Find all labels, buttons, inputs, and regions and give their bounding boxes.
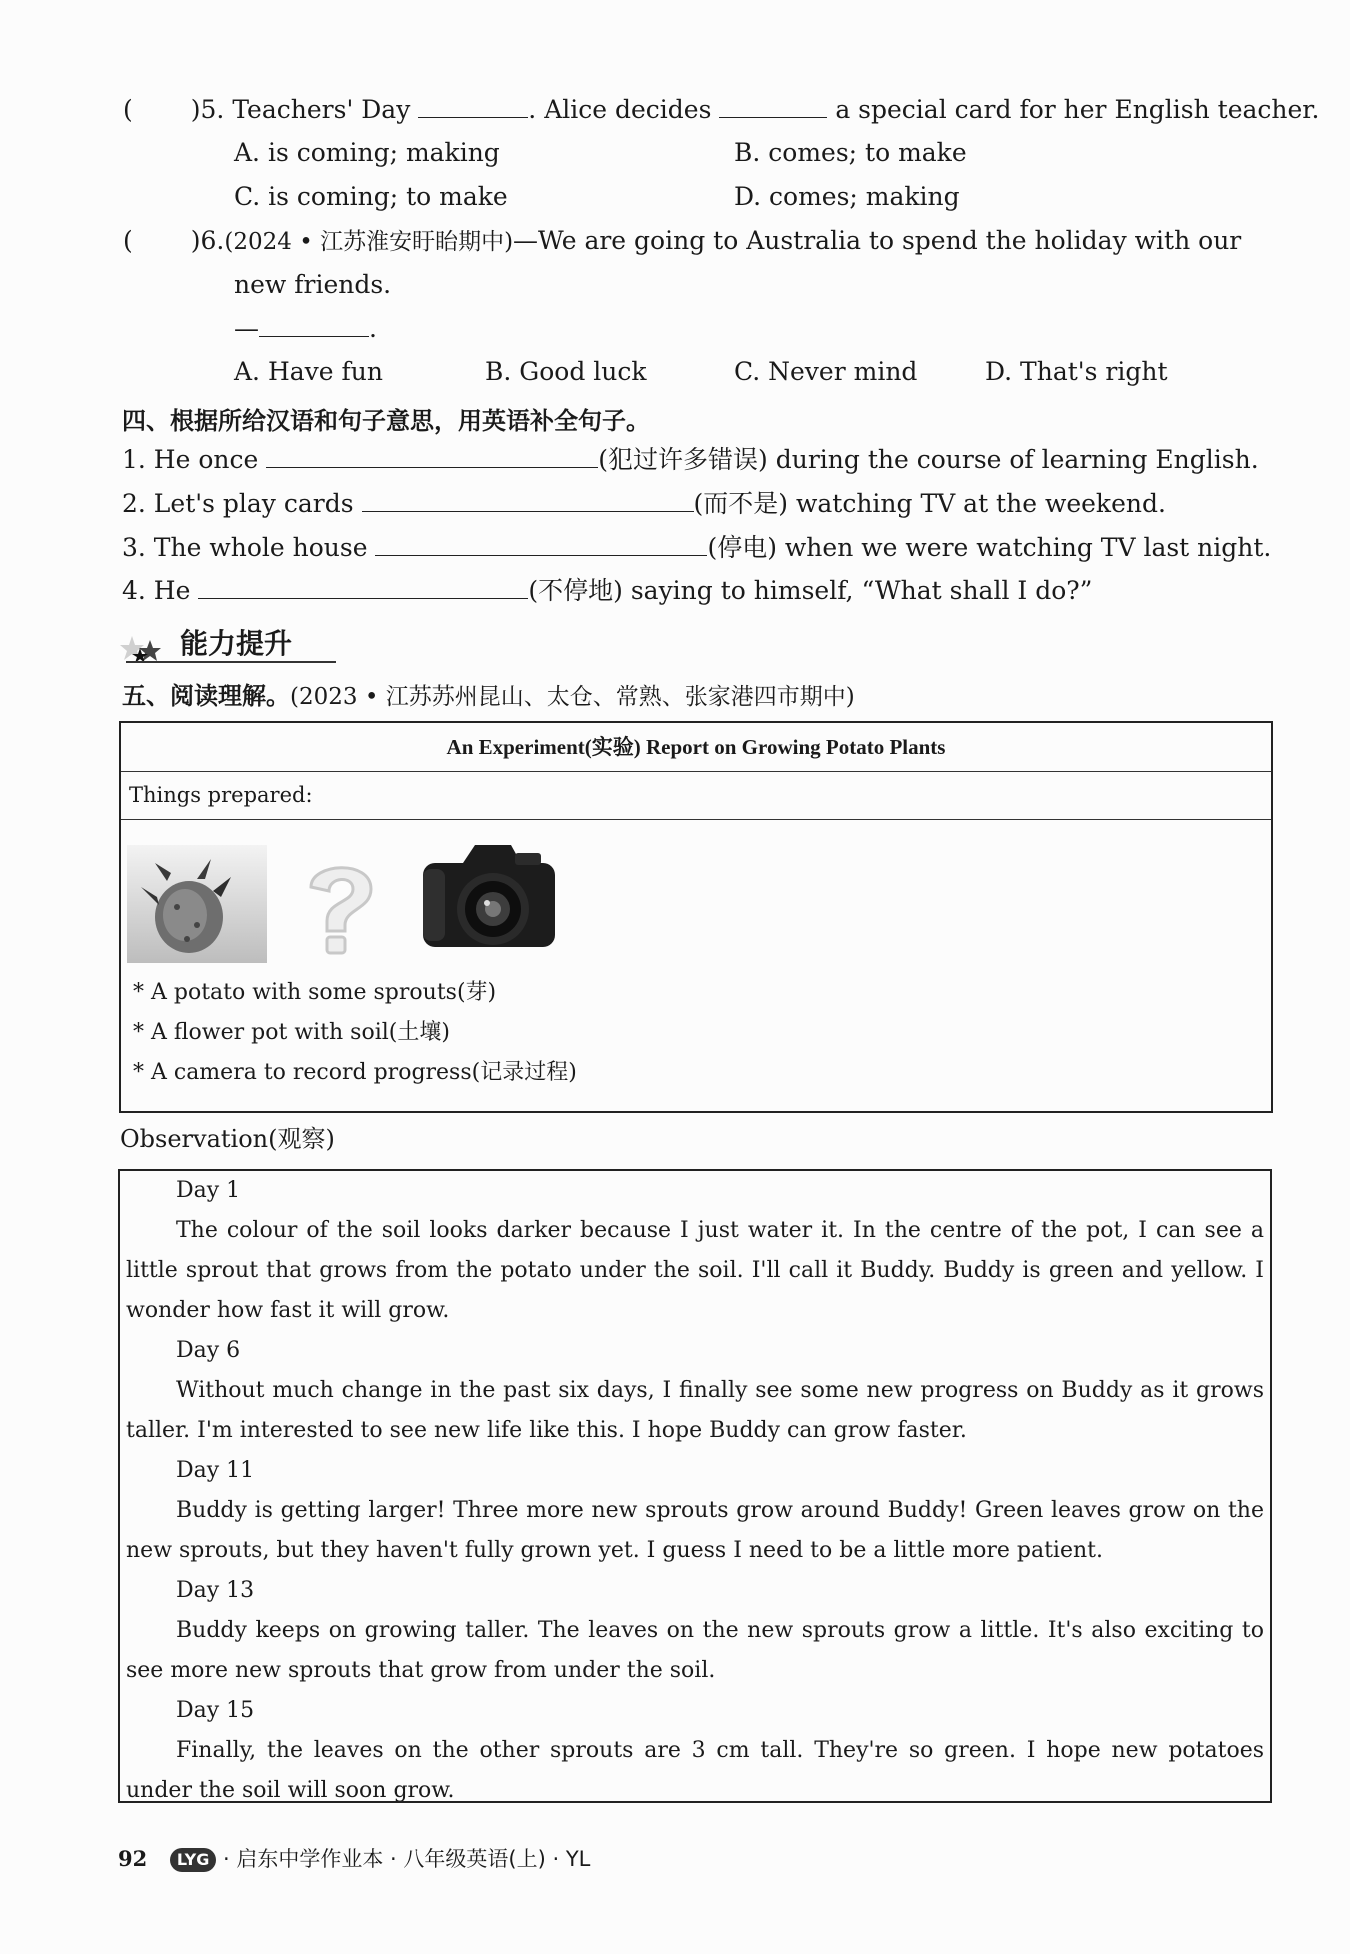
q6-dash: — xyxy=(234,314,259,343)
prepared-item-3: * A camera to record progress(记录过程) xyxy=(133,1060,577,1085)
s4-item-2-hint: (而不是) xyxy=(693,489,789,518)
things-prepared-label: Things prepared: xyxy=(129,783,313,807)
day-11-label: Day 11 xyxy=(176,1458,255,1483)
page-footer xyxy=(118,1844,590,1874)
question-mark-icon xyxy=(297,853,385,957)
s4-item-3-hint: (停电) xyxy=(707,533,777,562)
day-1-text: The colour of the soil looks darker because I just water it. In the centre of the pot, I can see a little sprout that grows from the potato under the soil. I'll call it Buddy. Buddy is green and yellow. I wonder how fast it will grow. xyxy=(126,1218,1264,1323)
ability-header xyxy=(118,622,333,666)
q5-option-d[interactable]: D. comes; making xyxy=(734,182,960,211)
q5-blank-2[interactable] xyxy=(719,95,827,118)
potato-sprout-photo xyxy=(127,845,267,963)
q5-text-3: a special card for her English teacher. xyxy=(835,95,1320,124)
q6-option-b[interactable]: B. Good luck xyxy=(485,357,647,386)
observation-label: Observation(观察) xyxy=(120,1125,335,1153)
q6-option-a[interactable]: A. Have fun xyxy=(234,357,383,386)
q5-text-1: Teachers' Day xyxy=(232,95,411,124)
q6-text-2: new friends. xyxy=(234,270,392,299)
q6-source: (2024 • 江苏淮安盱眙期中) xyxy=(224,229,514,255)
q6-option-c[interactable]: C. Never mind xyxy=(734,357,918,386)
report-divider-1 xyxy=(121,771,1271,772)
q6-stem xyxy=(123,226,1241,257)
s4-item-1-hint: (犯过许多错误) xyxy=(598,445,768,474)
s4-item-4-pre: 4. He xyxy=(122,576,191,605)
report-divider-2 xyxy=(121,819,1271,820)
ability-title: 能力提升 xyxy=(180,627,293,660)
day-13-label: Day 13 xyxy=(176,1578,255,1603)
section-4-title: 四、根据所给汉语和句子意思，用英语补全句子。 xyxy=(122,407,650,435)
page-number: 92 xyxy=(118,1846,148,1871)
section-5-heading xyxy=(122,676,855,711)
s4-item-1-post: during the course of learning English. xyxy=(775,445,1259,474)
footer-text: · 启东中学作业本 · 八年级英语(上) · YL xyxy=(223,1847,591,1871)
q5-option-b[interactable]: B. comes; to make xyxy=(734,138,967,167)
day-1-label: Day 1 xyxy=(176,1178,241,1203)
q5-option-c[interactable]: C. is coming; to make xyxy=(234,182,508,211)
q5-bracket: ( xyxy=(123,95,133,124)
day-11-text: Buddy is getting larger! Three more new sprouts grow around Buddy! Green leaves grow on the new sprouts, but they haven't fully grown yet. I guess I need to be a little more patient. xyxy=(126,1498,1264,1563)
s4-item-1 xyxy=(122,445,1259,475)
day-6-label: Day 6 xyxy=(176,1338,241,1363)
s4-item-1-pre: 1. He once xyxy=(122,445,259,474)
s4-item-2-pre: 2. Let's play cards xyxy=(122,489,354,518)
day-15-text: Finally, the leaves on the other sprouts are 3 cm tall. They're so green. I hope new potatoes under the soil will soon grow. xyxy=(126,1738,1264,1803)
publisher-logo: LYG xyxy=(170,1848,216,1872)
q5-option-a[interactable]: A. is coming; making xyxy=(234,138,500,167)
prepared-item-1: * A potato with some sprouts(芽) xyxy=(133,980,497,1005)
s4-item-3 xyxy=(122,533,1271,563)
report-table xyxy=(119,721,1273,1113)
q6-option-d[interactable]: D. That's right xyxy=(985,357,1168,386)
day-15-label: Day 15 xyxy=(176,1698,255,1723)
q6-period: . xyxy=(369,314,377,343)
camera-icon xyxy=(419,839,559,951)
s4-item-3-pre: 3. The whole house xyxy=(122,533,368,562)
prepared-item-2: * A flower pot with soil(土壤) xyxy=(133,1020,450,1045)
stars-icon xyxy=(118,630,178,670)
report-title: An Experiment(实验) Report on Growing Potato Plants xyxy=(446,735,946,759)
observation-entries xyxy=(126,1171,1264,1803)
q6-blank[interactable] xyxy=(259,314,369,337)
q5-blank-1[interactable] xyxy=(418,95,528,118)
observation-box xyxy=(118,1169,1272,1803)
q6-number: )6. xyxy=(190,226,225,255)
s4-item-4 xyxy=(122,576,1092,606)
q5-text-2: . Alice decides xyxy=(528,95,712,124)
s4-item-2-post: watching TV at the weekend. xyxy=(795,489,1166,518)
section-5-source: (2023 • 江苏苏州昆山、太仓、常熟、张家港四市期中) xyxy=(290,684,855,710)
day-6-text: Without much change in the past six days, I finally see some new progress on Buddy as it grows taller. I'm interested to see new life like this. I hope Buddy can grow faster. xyxy=(126,1378,1264,1443)
ability-underline xyxy=(126,661,336,663)
s4-item-3-post: when we were watching TV last night. xyxy=(784,533,1272,562)
s4-item-2-blank[interactable] xyxy=(362,489,694,512)
s4-item-4-hint: (不停地) xyxy=(528,576,623,605)
s4-item-2 xyxy=(122,489,1166,519)
s4-item-4-post: saying to himself, “What shall I do?” xyxy=(630,576,1093,605)
q6-bracket: ( xyxy=(123,226,133,255)
s4-item-4-blank[interactable] xyxy=(198,576,528,599)
q6-reply xyxy=(234,314,377,344)
day-13-text: Buddy keeps on growing taller. The leaves on the new sprouts grow a little. It's also exciting to see more new sprouts that grow from under the soil. xyxy=(126,1618,1264,1683)
s4-item-1-blank[interactable] xyxy=(266,445,598,468)
q5-stem xyxy=(123,95,1319,125)
s4-item-3-blank[interactable] xyxy=(375,533,707,556)
section-5-title: 五、阅读理解。 xyxy=(122,682,290,710)
q5-number: )5. xyxy=(190,95,225,124)
q6-text-1: —We are going to Australia to spend the holiday with our xyxy=(513,226,1242,255)
